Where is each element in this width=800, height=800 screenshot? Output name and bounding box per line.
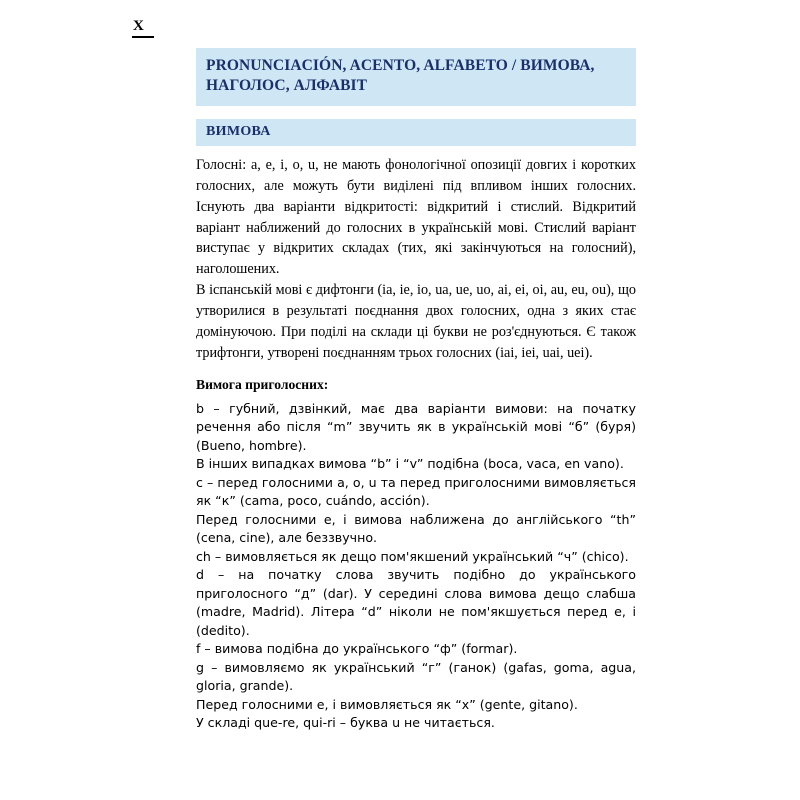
pronunciation-entry: b – губний, дзвінкий, має два варіанти вимови: на початку речення або після “m” звучить як в українській мові “б” (буря) (Bueno, hombre). — [196, 400, 636, 453]
pronunciation-entry: c – перед голосними a, o, u та перед приголосними вимовляється як “к” (cama, poco, cuándo, acción). — [196, 474, 636, 509]
pronunciation-entry: Перед голосними e, i вимовляється як “х” (gente, gitano). — [196, 696, 578, 712]
page-left-margin — [0, 0, 124, 800]
page-number: X — [133, 18, 145, 34]
section-heading-bar — [196, 119, 636, 146]
paragraph: Голосні: a, e, i, o, u, не мають фонологічної опозиції довгих і коротких голосних, але можуть бути виділені під впливом інших голосних. Існують два варіанти відкритості: відкритий і стислий. Відкритий варіант наближений до голосних в українській мові. Стислий варіант виступає у відкритих складах (тих, які закінчуються на голосний), наголошених. — [196, 156, 636, 278]
page-bottom-margin — [124, 762, 800, 800]
pronunciation-entry: f – вимова подібна до українського “ф” (formar). — [196, 641, 518, 657]
pronunciation-entry: d – на початку слова звучить подібно до українського приголосного “д” (dar). У середині слова вимова дещо слабша (madre, Madrid). Літера “d” ніколи не пом'якшується перед e, i (dedito). — [196, 567, 636, 638]
paragraph: В іспанській мові є дифтонги (ia, ie, io, ua, ue, uo, ai, ei, oi, au, eu, ou), що утворилися в результаті поєднання двох голосних, одна з яких стає домінуючою. При поділі на склади ці букви не роз'єднуються. Є також трифтонги, утворені поєднанням трьох голосних (iai, iei, uai, uei). — [196, 282, 636, 361]
pronunciation-entry: У складі que-re, qui-ri – буква u не читається. — [196, 715, 495, 731]
pronunciation-entry: ch – вимовляється як дещо пом'якшений український “ч” (chico). — [196, 548, 629, 564]
document-title-bar — [196, 48, 636, 106]
pronunciation-entry: g – вимовляємо як український “г” (ганок) (gafas, goma, agua, gloria, grande). — [196, 659, 636, 694]
body-text-block — [196, 155, 636, 733]
header-rule — [132, 36, 154, 38]
pronunciation-entry: В інших випадках вимова “b” і “v” подібна (boca, vaca, en vano). — [196, 456, 624, 472]
subheading: Вимога приголосних: — [196, 376, 329, 392]
page-content — [196, 48, 636, 733]
page-title: PRONUNCIACIÓN, ACENTO, ALFABETO / ВИМОВА, НАГОЛОС, АЛФАВІТ — [206, 57, 595, 95]
pronunciation-entry: Перед голосними e, i вимова наближена до англійського “th” (cena, cine), але беззвучно. — [196, 511, 636, 546]
section-heading: ВИМОВА — [206, 123, 271, 139]
